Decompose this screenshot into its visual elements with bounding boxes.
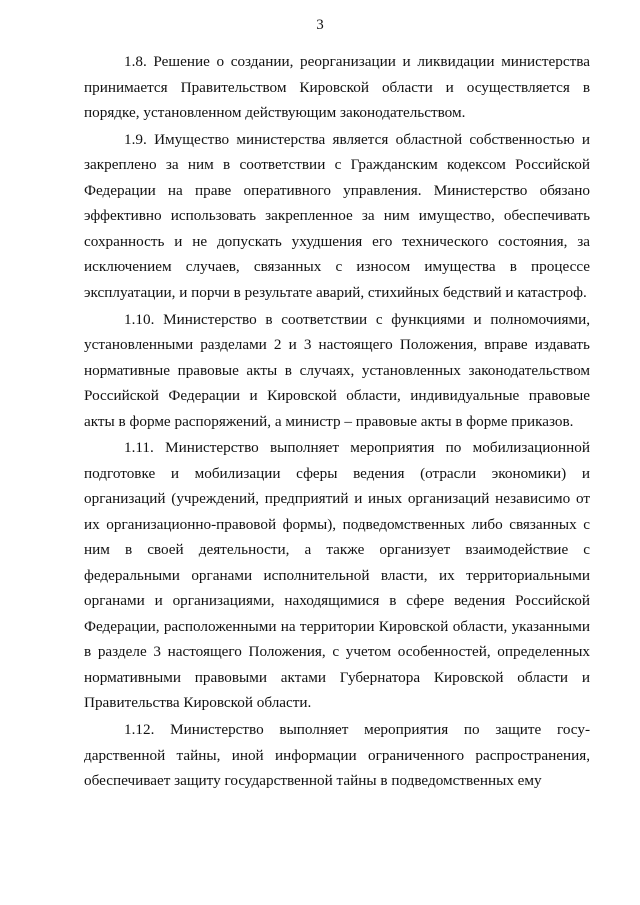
paragraph-1-9: 1.9. Имущество министерства является областной собственностью и закреплено за ним в соответствии с Гражданским кодексом Российской Федерации на праве оперативного управления. Министерство обязано эффективно использовать закрепленное за ним имущество, обеспечивать сохранность и не допускать ухудшения его технического состояния, за исключением случаев, связанных с износом имущества в процессе эксплуатации, и порчи в результате аварий, стихийных бедствий и катастроф.	[84, 130, 590, 301]
paragraph-1-8: 1.8. Решение о создании, реорганизации и ликвидации министерства принимается Правительством Кировской области и осуществляется в порядке, установленном действующим законодательством.	[84, 53, 590, 121]
page-number: 3	[316, 17, 324, 33]
paragraph-1-10: 1.10. Министерство в соответствии с функциями и полномочиями, установленными разделами 2 и 3 настоящего Положения, вправе издавать нормативные правовые акты в случаях, установленных законодательством Российской Федерации и Кировской области, индивидуальные правовые акты в форме распоряжений, а министр – правовые акты в форме приказов.	[84, 310, 590, 430]
document-body	[84, 49, 590, 795]
paragraph-1-11: 1.11. Министерство выполняет мероприятия по мобилизационной подготовке и мобилизации сферы ведения (отрасли экономики) и организаций (учреждений, предприятий и иных организаций независимо от их организационно-правовой формы), подведомственных либо связанных с ним в своей деятельности, а также организует взаимодействие с федеральными органами исполнительной власти, их территориальными органами и организациями, находящимися в сфере ведения Российской Федерации, расположенными на территории Кировской области, указанными в разделе 3 настоящего Положения, с учетом особенностей, определенных нормативными правовыми актами Губернатора Кировской области и Правительства Кировской области.	[84, 439, 590, 712]
paragraph-1-12: 1.12. Министерство выполняет мероприятия по защите государственной тайны, иной информации ограниченного распространения, обеспечивает защиту государственной тайны в подведомственных ему	[84, 721, 590, 790]
